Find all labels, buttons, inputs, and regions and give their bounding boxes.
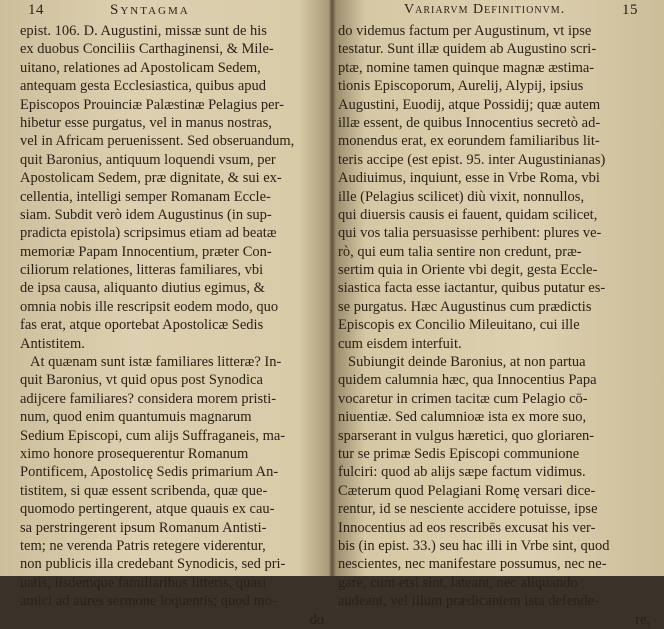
text-line: Sedium Episcopi, cum alijs Suffraganeis, ma- xyxy=(20,427,286,444)
catchword: re, xyxy=(635,611,650,628)
text-line: Augustini, Euodij, atque Possidij; quæ autem xyxy=(338,96,601,113)
running-title: Variarvm Definitionvm. xyxy=(404,2,566,17)
text-line: num, quod enim quantumuis magnarum xyxy=(20,409,252,426)
text-line: uitano, relationes ad Apostolicam Sedem, xyxy=(20,59,261,76)
text-line: epist. 106. D. Augustini, missæ sunt de his xyxy=(20,23,267,39)
page-text xyxy=(338,22,660,629)
text-line: omnia nobis ille rescripsit eodem modo, quo xyxy=(20,298,279,315)
text-line: sa perstringerent ipsum Romanum Antisti- xyxy=(20,519,267,536)
text-line: fulciri: quod ab alijs sæpe factum vidimus. xyxy=(338,464,586,481)
text-line: rò, qui eum talia sentire non credunt, præ- xyxy=(338,243,582,260)
text-line: tem; ne verenda Patris retegere viderentur, xyxy=(20,537,266,554)
text-line: de ipsa causa, aliquanto diutius egimus, & xyxy=(20,280,265,297)
text-line: Episcopos Prouinciæ Palæstinæ Pelagius per- xyxy=(20,96,284,113)
text-line: cellentia, intelligi semper Romanam Eccle- xyxy=(20,188,271,205)
text-line: vocaretur in crimen tacitæ cum Pelagio cō- xyxy=(338,390,588,407)
running-head xyxy=(340,2,656,22)
text-line: siastica facta esse iactantur, quibus putatur es- xyxy=(338,280,606,297)
text-line: tur se primæ Sedis Episcopi communione xyxy=(338,445,580,462)
text-line: fas erat, atque oportebat Apostolicæ Sedis xyxy=(20,317,264,334)
text-line: quit Baronius, vt quid opus post Synodica xyxy=(20,372,263,389)
text-line: qui vos talia persuasisse perhibent: plures ve- xyxy=(338,225,602,242)
text-line: non publicis illa credebant Synodicis, sed pri- xyxy=(20,556,286,573)
text-line: At quænam sunt istæ familiares litteræ? In- xyxy=(30,354,282,371)
text-line: memoriæ Papam Innocentium, præter Con- xyxy=(20,243,272,260)
text-line: monendus erat, ex eorundem familiaribus lit- xyxy=(338,133,600,150)
catchword: do xyxy=(309,611,324,628)
text-line: ille (Pelagius scilicet) diù vixit, nonnullos, xyxy=(338,188,585,205)
page-number: 14 xyxy=(28,2,44,18)
text-line: rentur, id se nesciente accidere potuisse, ipse xyxy=(338,501,598,518)
text-line: uatis, iisdemque familiaribus litteris, quasi xyxy=(20,574,267,591)
text-line: teris accipe (est epist. 95. inter Augustinianas) xyxy=(338,151,606,168)
text-line: audeant, vel illum prædicantem ista defende- xyxy=(338,593,599,610)
text-line: cum eisdem interfuit. xyxy=(338,335,462,352)
text-line: Pontificem, Apostolicę Sedis primarium An- xyxy=(20,464,279,481)
text-line: se purgatus. Hæc Augustinus cum prædictis xyxy=(338,298,592,315)
text-line: quomodo pertingerent, atque quauis ex cau- xyxy=(20,501,275,518)
text-line: illæ essent, de quibus Innocentius secretò ad- xyxy=(338,114,601,131)
text-line: siam. Subdit verò idem Augustinus (in sup- xyxy=(20,206,272,223)
text-line: bis (in epist. 33.) seu hac illi in Vrbe sint, quod xyxy=(338,537,610,554)
text-line: sparserant in vulgus hæretici, quo gloriaren- xyxy=(338,427,595,444)
text-line: amici ad aures sermone loquentis; quod mo- xyxy=(20,593,277,610)
text-line: ptæ, nomine tamen quinque magnæ æstima- xyxy=(338,59,595,76)
text-line: tionis Episcoporum, Aurelij, Alypij, ipsius xyxy=(338,78,584,95)
page-number: 15 xyxy=(622,2,638,18)
text-line: Apostolicam Sedem, præ dignitate, & sui ex- xyxy=(20,170,282,187)
text-line: Audiuimus, inquiunt, esse in Vrbe Roma, vbi xyxy=(338,170,600,187)
text-line: sertim quia in Oriente vbi degit, gesta Eccle- xyxy=(338,262,598,279)
left-page xyxy=(0,0,330,628)
text-line: quidem calumnia hæc, qua Innocentius Papa xyxy=(338,372,597,389)
text-line: antequam gesta Ecclesiastica, quibus apud xyxy=(20,78,267,95)
page-text xyxy=(20,22,330,629)
text-line: ciliorum relationes, litteras familiares, vbi xyxy=(20,262,264,279)
right-page xyxy=(334,0,664,628)
text-line: Cæterum quod Pelagiani Romę versari dice- xyxy=(338,482,596,499)
text-line: Antistitem. xyxy=(20,335,85,352)
text-line: niuentiæ. Sed calumnioæ ista ex more suo, xyxy=(338,409,587,426)
text-line: Subiungit deinde Baronius, at non partua xyxy=(348,354,586,371)
text-line: Episcopis ex Concilio Mileuitano, cui ille xyxy=(338,317,580,334)
text-line: tistitem, si quæ essent scribenda, quæ que- xyxy=(20,482,268,499)
text-line: gare, cum etsi sint, lateant, nec aliquando xyxy=(338,574,578,591)
text-line: ximo honore prosequerentur Romanum xyxy=(20,445,249,462)
text-line: quit Baronius, antiquum loquendi vsum, per xyxy=(20,151,276,168)
text-line: qui diuersis causis ei fauent, quidam scilicet, xyxy=(338,206,598,223)
text-line: Innocentius ad eos rescribēs excusat his ver- xyxy=(338,519,596,536)
text-line: adijcere familiares? considera morem pristi- xyxy=(20,390,277,407)
text-line: hibetur esse purgatus, vel in manus nostras, xyxy=(20,114,272,131)
text-line: nescientes, nec manifestare possumus, nec ne- xyxy=(338,556,607,573)
text-line: testatur. Sunt illæ quidem ab Augustino scri- xyxy=(338,41,597,58)
running-head xyxy=(28,2,318,22)
text-line: pradicta epistola) scripsimus etiam ad beatæ xyxy=(20,225,277,242)
text-line: vel in Africam peruenissent. Sed obseruandum, xyxy=(20,133,295,150)
text-line: do videmus factum per Augustinum, vt ipse xyxy=(338,23,592,39)
running-title: Syntagma xyxy=(110,2,190,18)
text-line: ex duobus Conciliis Carthaginensi, & Mile- xyxy=(20,41,274,58)
